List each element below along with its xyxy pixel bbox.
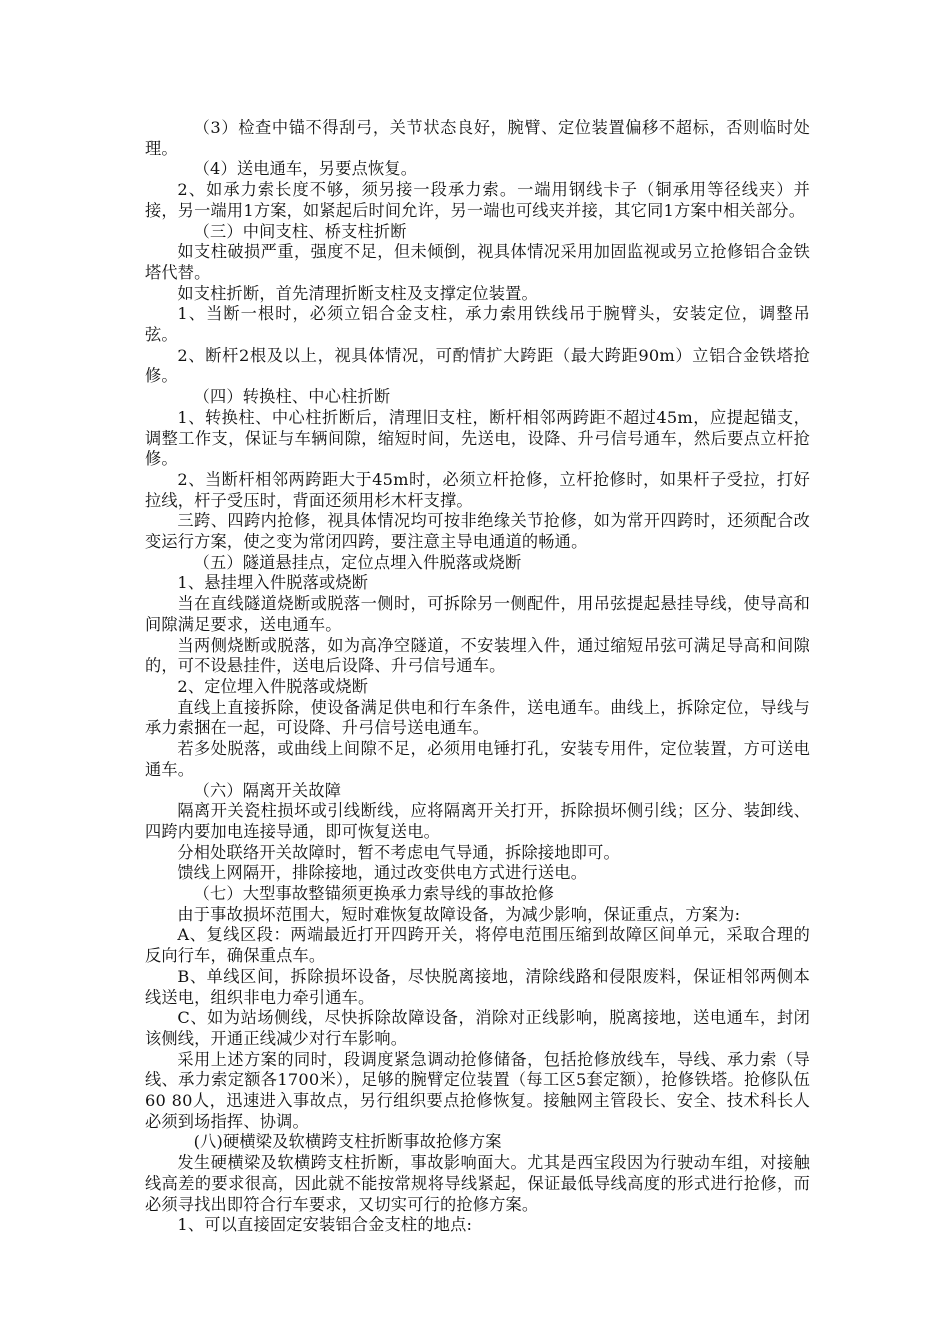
paragraph: （4）送电通车，另要点恢复。: [193, 159, 418, 179]
paragraph: 2、定位埋入件脱落或烧断: [177, 676, 369, 696]
paragraph: 隔离开关瓷柱损坏或引线断线，应将隔离开关打开，拆除损坏侧引线；区分、装卸线、四跨内要加电连接导通，即可恢复送电。: [145, 801, 810, 841]
paragraph: 三跨、四跨内抢修，视具体情况均可按非绝缘关节抢修，如为常开四跨时，还须配合改变运行方案，使之变为常闭四跨，要注意主导电通道的畅通。: [145, 511, 810, 552]
paragraph: 1、转换柱、中心柱折断后，清理旧支柱，断杆相邻两跨距不超过45m，应提起锚支，调整工作支，保证与车辆间隙，缩短时间，先送电，设降、升弓信号通车，然后要点立杆抢修。: [145, 407, 810, 469]
paragraph: 采用上述方案的同时，段调度紧急调动抢修储备，包括抢修放线车，导线、承力索（导线、承力索定额各1700米），足够的腕臂定位装置（每工区5套定额），抢修铁塔。抢修队伍60 80人，迅速进入事故点，另行组织要点抢修恢复。接触网主管段长、安全、技术科长人必须到场指挥、协调。: [145, 1049, 810, 1131]
paragraph: B、单线区间，拆除损坏设备，尽快脱离接地，清除线路和侵限废料，保证相邻两侧本线送电，组织非电力牵引通车。: [145, 966, 810, 1007]
paragraph: 1、可以直接固定安装铝合金支柱的地点:: [177, 1215, 473, 1235]
paragraph: （七）大型事故整锚须更换承力索导线的事故抢修: [193, 884, 555, 904]
paragraph: 1、当断一根时，必须立铝合金支柱，承力索用铁线吊于腕臂头，安装定位，调整吊弦。: [145, 304, 810, 345]
paragraph: 如支柱破损严重，强度不足，但未倾倒，视具体情况采用加固监视或另立抢修铝合金铁塔代替。: [145, 242, 810, 282]
paragraph: 如支柱折断，首先清理折断支柱及支撑定位装置。: [177, 283, 538, 303]
paragraph: (八)硬横梁及软横跨支柱折断事故抢修方案: [193, 1132, 502, 1152]
paragraph: 当在直线隧道烧断或脱落一侧时，可拆除另一侧配件，用吊弦提起悬挂导线，使导高和间隙满足要求，送电通车。: [145, 594, 810, 634]
paragraph: 发生硬横梁及软横跨支柱折断，事故影响面大。尤其是西宝段因为行驶动车组，对接触线高差的要求很高，因此就不能按常规将导线紧起，保证最低导线高度的形式进行抢修，而必须寻找出即符合行车要求，又切实可行的抢修方案。: [145, 1153, 810, 1214]
paragraph: 直线上直接拆除，使设备满足供电和行车条件，送电通车。曲线上，拆除定位，导线与承力索捆在一起，可设降、升弓信号送电通车。: [145, 697, 810, 738]
paragraph: 2、当断杆相邻两跨距大于45m时，必须立杆抢修，立杆抢修时，如果杆子受拉，打好拉线，杆子受压时，背面还须用杉木杆支撑。: [145, 469, 810, 510]
paragraph: 当两侧烧断或脱落，如为高净空隧道，不安装埋入件，通过缩短吊弦可满足导高和间隙的，可不设悬挂件，送电后设降、升弓信号通车。: [145, 635, 810, 676]
paragraph: 馈线上网隔开，排除接地，通过改变供电方式进行送电。: [177, 863, 588, 883]
paragraph: 2、如承力索长度不够，须另接一段承力索。一端用钢线卡子（铜承用等径线夹）并接，另一端用1方案，如紧起后时间允许，另一端也可线夹并接，其它同1方案中相关部分。: [145, 180, 810, 220]
paragraph: （四）转换柱、中心柱折断: [193, 387, 391, 407]
paragraph: 若多处脱落，或曲线上间隙不足，必须用电锤打孔，安装专用件，定位装置，方可送电通车。: [145, 739, 810, 779]
paragraph: 分相处联络开关故障时，暂不考虑电气导通，拆除接地即可。: [177, 842, 620, 862]
paragraph: 2、断杆2根及以上，视具体情况，可酌情扩大跨距（最大跨距90m）立铝合金铁塔抢修。: [145, 345, 810, 386]
paragraph: C、如为站场侧线，尽快拆除故障设备，消除对正线影响，脱离接地，送电通车，封闭该侧线，开通正线减少对行车影响。: [145, 1008, 810, 1048]
paragraph: （六）隔离开关故障: [193, 780, 342, 800]
paragraph: A、复线区段：两端最近打开四跨开关，将停电范围压缩到故障区间单元，采取合理的反向行车，确保重点车。: [145, 925, 810, 966]
paragraph: （3）检查中锚不得刮弓，关节状态良好，腕臂、定位装置偏移不超标，否则临时处理。: [145, 118, 810, 158]
document-body: [145, 118, 810, 1236]
paragraph: （五）隧道悬挂点，定位点埋入件脱落或烧断: [193, 552, 522, 572]
paragraph: 由于事故损坏范围大，短时难恢复故障设备，为减少影响，保证重点，方案为:: [177, 904, 741, 924]
paragraph: 1、悬挂埋入件脱落或烧断: [177, 573, 369, 593]
paragraph: （三）中间支柱、桥支柱折断: [193, 221, 407, 241]
